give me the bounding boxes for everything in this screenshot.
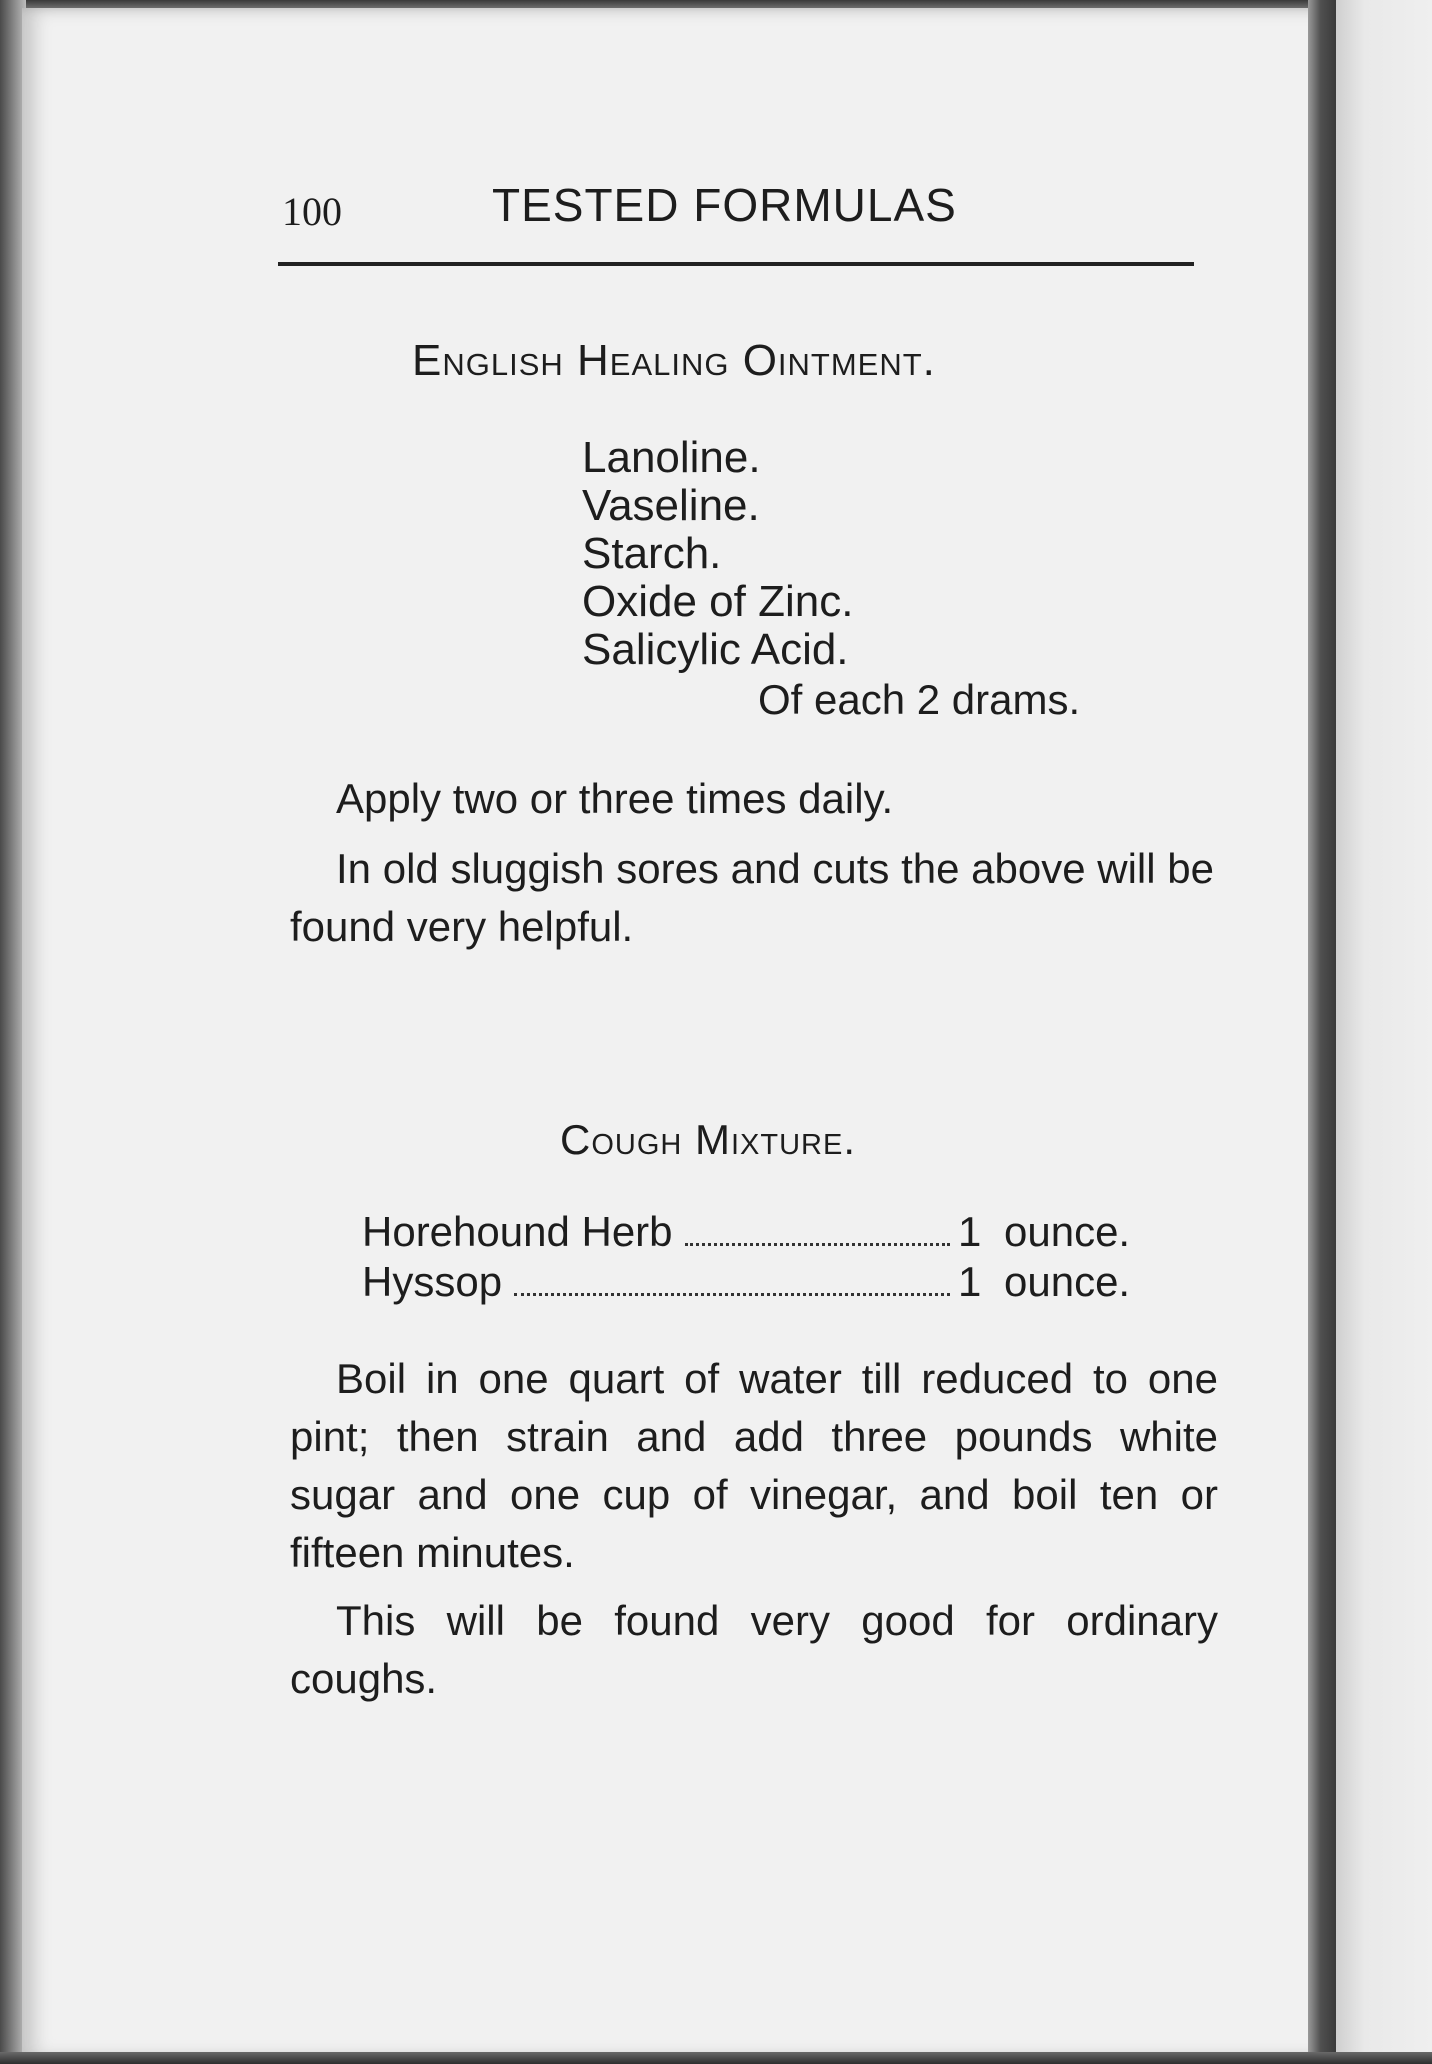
dot-leader [514, 1293, 950, 1296]
quantity-note: Of each 2 drams. [758, 676, 1081, 723]
section-title-ointment: English Healing Ointment. [412, 336, 936, 385]
book-gutter [1308, 0, 1336, 2064]
page-number: 100 [282, 189, 342, 234]
ingredient-item: Starch. [582, 529, 722, 578]
ingredient-item: Vaseline. [582, 481, 760, 530]
header-rule [278, 262, 1194, 266]
ingredient-row [362, 1258, 1142, 1308]
ingredient-amount [958, 1258, 1142, 1306]
facing-page-edge [1336, 0, 1432, 2064]
book-edge-bottom [0, 2052, 1432, 2064]
ingredient-name: Horehound Herb [362, 1208, 673, 1255]
ingredient-item: Salicylic Acid. [582, 625, 849, 674]
book-page [22, 8, 1327, 2058]
amount-unit: ounce. [1004, 1208, 1131, 1255]
paragraph: This will be found very good for ordinary coughs. [290, 1597, 1218, 1702]
running-header [256, 178, 1196, 238]
cough-ingredient-table [362, 1208, 1142, 1308]
paragraph: In old sluggish sores and cuts the above will be found very helpful. [290, 845, 1214, 950]
running-title: TESTED FORMULAS [492, 179, 957, 231]
dot-leader [685, 1243, 950, 1246]
ingredient-item: Oxide of Zinc. [582, 577, 854, 626]
ingredient-amount [958, 1208, 1142, 1256]
paragraph: Boil in one quart of water till reduced to one pint; then strain and add three pounds white sugar and one cup of vinegar, and boil ten or fifteen minutes. [290, 1355, 1218, 1576]
page-content [22, 8, 1327, 2058]
ointment-ingredient-list [582, 434, 853, 674]
paragraph: Apply two or three times daily. [336, 775, 894, 822]
ingredient-item: Lanoline. [582, 433, 761, 482]
section-title-cough: Cough Mixture. [560, 1116, 856, 1163]
ingredient-row [362, 1208, 1142, 1258]
amount-unit: ounce. [1004, 1258, 1131, 1305]
ingredient-name: Hyssop [362, 1258, 503, 1305]
amount-number: 1 [958, 1258, 982, 1305]
amount-number: 1 [958, 1208, 982, 1255]
